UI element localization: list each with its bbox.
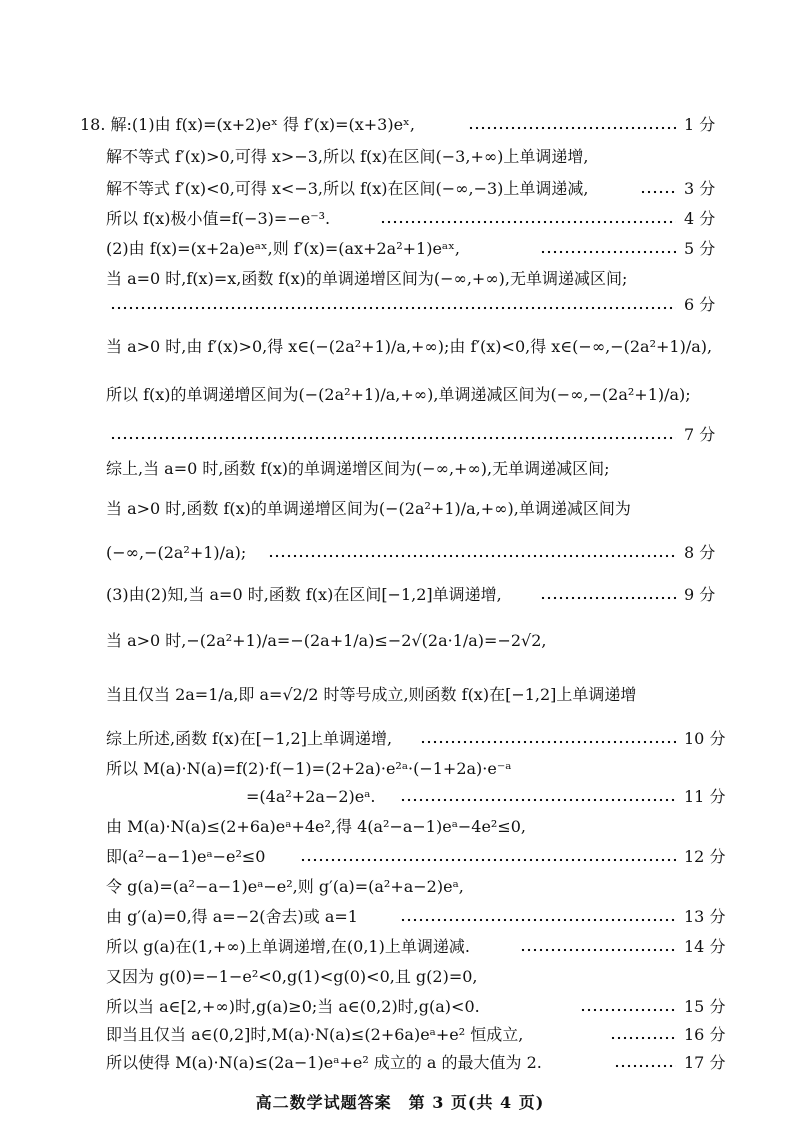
line-text: 即(a²−a−1)eᵃ−e²≤0 (106, 847, 266, 866)
line-text: 所以当 a∈[2,+∞)时,g(a)≥0;当 a∈(0,2)时,g(a)<0. (106, 997, 480, 1016)
line-text: 所以 f(x)的单调递增区间为(−(2a²+1)/a,+∞),单调递减区间为(−∞,−(2a²+1)/a); (106, 385, 691, 404)
line-text: 综上所述,函数 f(x)在[−1,2]上单调递增, (106, 729, 393, 748)
leader-dots (580, 1008, 676, 1012)
line-text: (2)由 f(x)=(x+2a)eᵃˣ,则 f′(x)=(ax+2a²+1)eᵃˣ, (106, 239, 460, 258)
line-text: 当 a=0 时,f(x)=x,函数 f(x)的单调递增区间为(−∞,+∞),无单调递减区间; (106, 269, 628, 288)
score-label: 10 分 (684, 729, 726, 748)
line-text: 由 g′(a)=0,得 a=−2(舍去)或 a=1 (106, 907, 358, 926)
leader-dots (110, 436, 676, 440)
leader-dots (110, 306, 676, 310)
score-label: 4 分 (684, 209, 716, 228)
score-label: 7 分 (684, 425, 716, 444)
line-text: 所以使得 M(a)·N(a)≤(2a−1)eᵃ+e² 成立的 a 的最大值为 2. (106, 1053, 542, 1072)
line-7 (0, 294, 800, 334)
line-text: 当且仅当 2a=1/a,即 a=√2/2 时等号成立,则函数 f(x)在[−1,2]上单调递增 (106, 685, 637, 704)
leader-dots (400, 918, 676, 922)
line-text: (3)由(2)知,当 a=0 时,函数 f(x)在区间[−1,2]单调递增, (106, 585, 502, 604)
score-label: 5 分 (684, 239, 716, 258)
score-label: 16 分 (684, 1025, 726, 1044)
score-label: 15 分 (684, 997, 726, 1016)
leader-dots (540, 596, 676, 600)
score-label: 1 分 (684, 115, 716, 134)
line-12 (0, 498, 800, 538)
line-text: 综上,当 a=0 时,函数 f(x)的单调递增区间为(−∞,+∞),无单调递减区间; (106, 459, 610, 478)
line-text: 当 a>0 时,−(2a²+1)/a=−(2a+1/a)≤−2√(2a·1/a)=−2√2, (106, 631, 547, 650)
line-text: 即当且仅当 a∈(0,2]时,M(a)·N(a)≤(2+6a)eᵃ+e² 恒成立, (106, 1025, 524, 1044)
leader-dots (640, 190, 676, 194)
line-text: 令 g(a)=(a²−a−1)eᵃ−e²,则 g′(a)=(a²+a−2)eᵃ, (106, 877, 464, 896)
score-label: 9 分 (684, 585, 716, 604)
score-label: 13 分 (684, 907, 726, 926)
leader-dots (400, 798, 676, 802)
line-text: 所以 f(x)极小值=f(−3)=−e⁻³. (106, 209, 331, 228)
leader-dots (468, 126, 676, 130)
leader-dots (420, 740, 676, 744)
line-28 (0, 1052, 800, 1092)
score-label: 8 分 (684, 543, 716, 562)
line-text: 当 a>0 时,由 f′(x)>0,得 x∈(−(2a²+1)/a,+∞);由 f′(x)<0,得 x∈(−∞,−(2a²+1)/a), (106, 337, 713, 356)
leader-dots (540, 250, 676, 254)
line-text: 所以 M(a)·N(a)=f(2)·f(−1)=(2+2a)·e²ᵃ·(−1+2a)·e⁻ᵃ (106, 759, 512, 778)
score-label: 6 分 (684, 295, 716, 314)
score-label: 17 分 (684, 1053, 726, 1072)
line-text: 所以 g(a)在(1,+∞)上单调递增,在(0,1)上单调递减. (106, 937, 470, 956)
leader-dots (614, 1064, 676, 1068)
line-14 (0, 584, 800, 624)
leader-dots (520, 948, 676, 952)
line-8 (0, 336, 800, 376)
score-label: 14 分 (684, 937, 726, 956)
line-text: =(4a²+2a−2)eᵃ. (246, 787, 376, 806)
line-text: 解不等式 f′(x)>0,可得 x>−3,所以 f(x)在区间(−3,+∞)上单调递增, (106, 147, 589, 166)
line-text: 由 M(a)·N(a)≤(2+6a)eᵃ+4e²,得 4(a²−a−1)eᵃ−4e²≤0, (106, 817, 527, 836)
leader-dots (300, 858, 676, 862)
line-text: 当 a>0 时,函数 f(x)的单调递增区间为(−(2a²+1)/a,+∞),单调递减区间为 (106, 499, 631, 518)
line-13 (0, 542, 800, 582)
page-footer: 高二数学试题答案 第 3 页(共 4 页) (255, 1093, 545, 1112)
line-11 (0, 458, 800, 498)
line-text: (−∞,−(2a²+1)/a); (106, 543, 247, 562)
leader-dots (268, 554, 676, 558)
score-label: 3 分 (684, 179, 716, 198)
line-text: 又因为 g(0)=−1−e²<0,g(1)<g(0)<0,且 g(2)=0, (106, 967, 478, 986)
line-text: 解不等式 f′(x)<0,可得 x<−3,所以 f(x)在区间(−∞,−3)上单调递减, (106, 179, 589, 198)
line-9 (0, 384, 800, 424)
leader-dots (610, 1036, 676, 1040)
leader-dots (380, 220, 676, 224)
line-15 (0, 630, 800, 670)
line-text: 18. 解:(1)由 f(x)=(x+2)eˣ 得 f′(x)=(x+3)eˣ, (80, 115, 415, 134)
line-16 (0, 684, 800, 724)
score-label: 11 分 (684, 787, 726, 806)
score-label: 12 分 (684, 847, 726, 866)
